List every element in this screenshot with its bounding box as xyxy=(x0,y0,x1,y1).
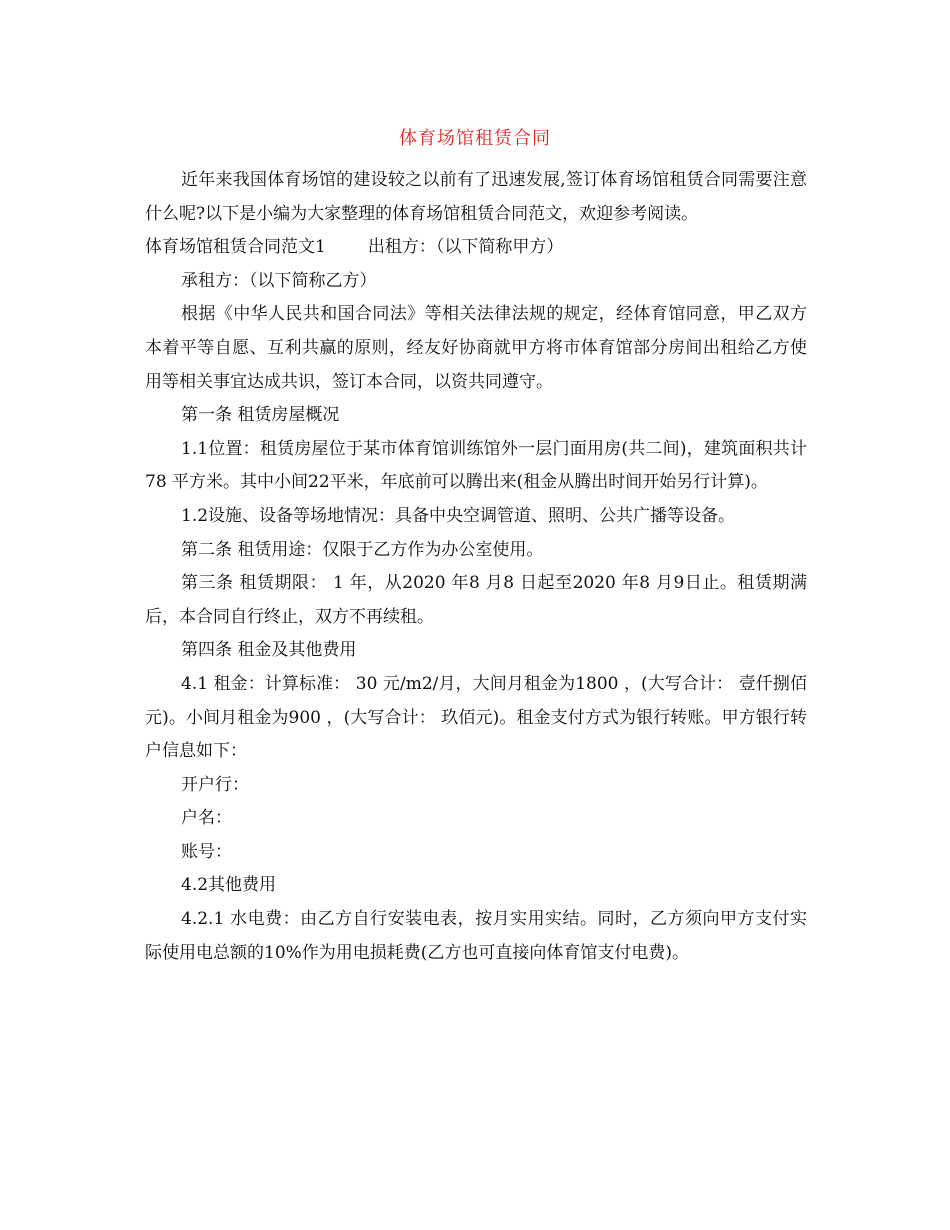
clause-4-2-heading: 4.2其他费用 xyxy=(181,875,277,896)
intro-paragraph: 近年来我国体育场馆的建设较之以前有了迅速发展,签订体育场馆租赁合同需要注意什么呢?以下是小编为大家整理的体育场馆租赁合同范文，欢迎参考阅读。 xyxy=(145,170,807,224)
clause-1-2: 1.2设施、设备等场地情况：具备中央空调管道、照明、公共广播等设备。 xyxy=(181,505,736,526)
article-3: 第三条 租赁期限： 1 年，从2020 年8 月8 日起至2020 年8 月9日止。租赁期满后，本合同自行终止，双方不再续租。 xyxy=(145,573,807,627)
account-name-field: 户名： xyxy=(181,808,232,829)
account-number-field: 账号： xyxy=(181,841,232,862)
lessor-line: 出租方：（以下简称甲方） xyxy=(367,237,564,258)
clause-1-1: 1.1位置：租赁房屋位于某市体育馆训练馆外一层门面用房(共二间)，建筑面积共计78 平方米。其中小间22平米，年底前可以腾出来(租金从腾出时间开始另行计算)。 xyxy=(145,438,807,493)
clause-4-2-1: 4.2.1 水电费：由乙方自行安装电表，按月实用实结。同时，乙方须向甲方支付实际使用电总额的10%作为用电损耗费(乙方也可直接向体育馆支付电费)。 xyxy=(145,909,807,963)
lessee-line: 承租方：（以下简称乙方） xyxy=(181,270,377,291)
article-2: 第二条 租赁用途：仅限于乙方作为办公室使用。 xyxy=(181,539,544,560)
document-body xyxy=(145,164,807,970)
sample-heading-line xyxy=(145,231,807,265)
document-title: 体育场馆租赁合同 xyxy=(399,128,551,149)
sample-label: 体育场馆租赁合同范文1 xyxy=(145,237,326,258)
preamble-paragraph: 根据《中华人民共和国合同法》等相关法律法规的规定，经体育馆同意，甲乙双方本着平等自愿、互利共赢的原则，经友好协商就甲方将市体育馆部分房间出租给乙方使用等相关事宜达成共识，签订本合同，以资共同遵守。 xyxy=(145,304,807,392)
article-1-heading: 第一条 租赁房屋概况 xyxy=(181,405,340,426)
bank-name-field: 开户行： xyxy=(181,774,249,795)
article-4-heading: 第四条 租金及其他费用 xyxy=(181,640,357,661)
clause-4-1: 4.1 租金：计算标准： 30 元/m2/月，大间月租金为1800 ，(大写合计： 壹仟捌佰元)。小间月租金为900 ，(大写合计： 玖佰元)。租金支付方式为银行转账。甲方银行转户信息如下： xyxy=(145,673,807,762)
